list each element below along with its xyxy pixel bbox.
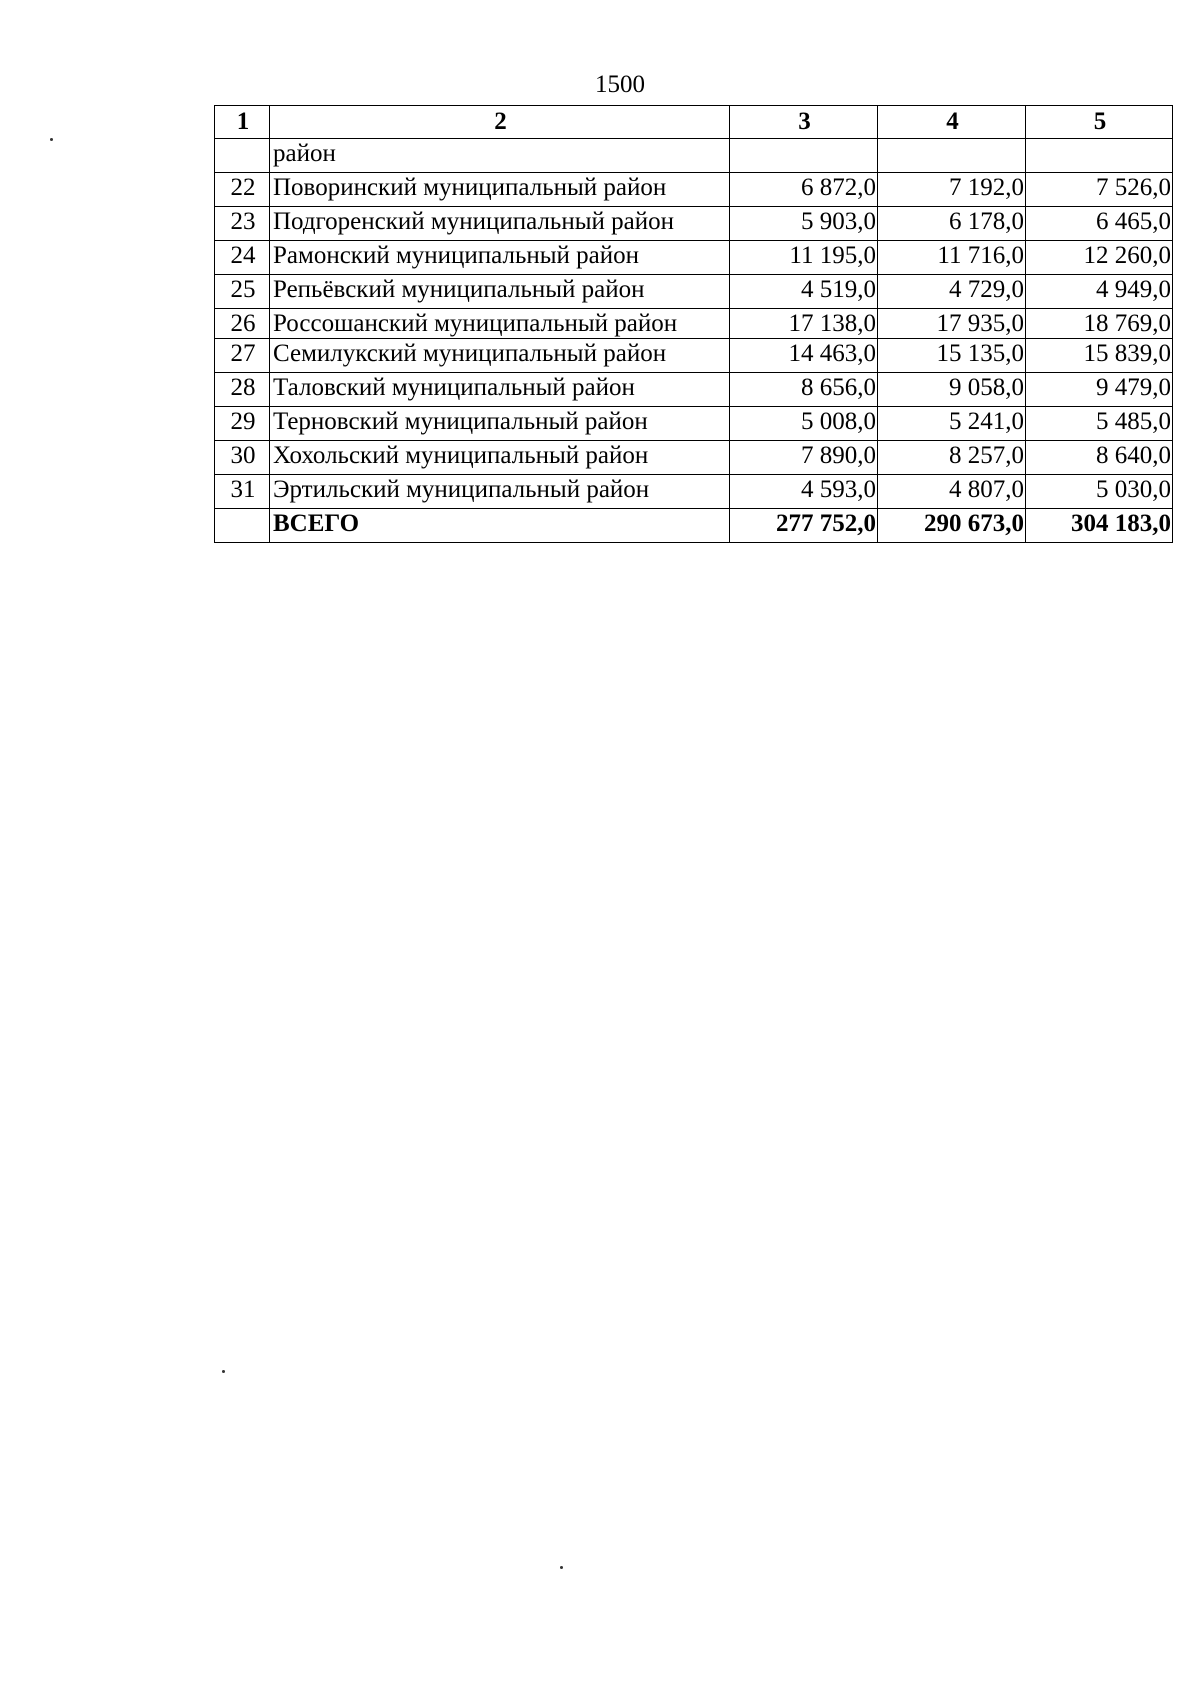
value-col-3: 17 138,0 — [730, 309, 878, 339]
row-number: 23 — [215, 207, 270, 241]
row-number — [215, 139, 270, 173]
table-row — [215, 173, 1173, 207]
district-name: Терновский муниципальный район — [270, 407, 730, 441]
value-col-3: 8 656,0 — [730, 373, 878, 407]
value-col-3: 11 195,0 — [730, 241, 878, 275]
district-name: Подгоренский муниципальный район — [270, 207, 730, 241]
total-col-5: 304 183,0 — [1026, 509, 1173, 543]
value-col-5: 8 640,0 — [1026, 441, 1173, 475]
budget-table — [214, 105, 1173, 543]
row-number: 26 — [215, 309, 270, 339]
row-number: 22 — [215, 173, 270, 207]
value-col-3: 4 593,0 — [730, 475, 878, 509]
district-name: Эртильский муниципальный район — [270, 475, 730, 509]
value-col-3: 5 008,0 — [730, 407, 878, 441]
district-name: Поворинский муниципальный район — [270, 173, 730, 207]
row-number — [215, 509, 270, 543]
page-number: 1500 — [595, 71, 645, 98]
value-col-3: 4 519,0 — [730, 275, 878, 309]
table-row — [215, 339, 1173, 373]
value-col-5: 9 479,0 — [1026, 373, 1173, 407]
value-col-5: 18 769,0 — [1026, 309, 1173, 339]
table-row — [215, 373, 1173, 407]
value-col-5: 7 526,0 — [1026, 173, 1173, 207]
district-name: Россошанский муниципальный район — [270, 309, 730, 339]
value-col-3: 14 463,0 — [730, 339, 878, 373]
table-row — [215, 309, 1173, 339]
total-label: ВСЕГО — [270, 509, 730, 543]
district-name: Семилукский муниципальный район — [270, 339, 730, 373]
district-name: Хохольский муниципальный район — [270, 441, 730, 475]
total-col-4: 290 673,0 — [878, 509, 1026, 543]
table-row — [215, 407, 1173, 441]
district-name: Таловский муниципальный район — [270, 373, 730, 407]
value-col-4: 6 178,0 — [878, 207, 1026, 241]
value-col-4: 4 729,0 — [878, 275, 1026, 309]
district-name: Рамонский муниципальный район — [270, 241, 730, 275]
scan-speck — [222, 1370, 225, 1373]
value-col-5: 5 485,0 — [1026, 407, 1173, 441]
header-col-3: 3 — [730, 106, 878, 139]
continuation-row — [215, 139, 1173, 173]
value-col-4: 8 257,0 — [878, 441, 1026, 475]
header-row — [215, 106, 1173, 139]
scan-speck — [560, 1566, 563, 1569]
value-col-5: 15 839,0 — [1026, 339, 1173, 373]
header-col-4: 4 — [878, 106, 1026, 139]
table-row — [215, 275, 1173, 309]
value-col-5: 6 465,0 — [1026, 207, 1173, 241]
value-col-4: 15 135,0 — [878, 339, 1026, 373]
header-col-1: 1 — [215, 106, 270, 139]
value-col-3: 7 890,0 — [730, 441, 878, 475]
row-number: 30 — [215, 441, 270, 475]
value-col-3: 5 903,0 — [730, 207, 878, 241]
value-col-5 — [1026, 139, 1173, 173]
value-col-4: 9 058,0 — [878, 373, 1026, 407]
value-col-4: 7 192,0 — [878, 173, 1026, 207]
value-col-4: 17 935,0 — [878, 309, 1026, 339]
row-number: 24 — [215, 241, 270, 275]
value-col-4 — [878, 139, 1026, 173]
value-col-4: 5 241,0 — [878, 407, 1026, 441]
value-col-5: 12 260,0 — [1026, 241, 1173, 275]
value-col-5: 5 030,0 — [1026, 475, 1173, 509]
total-col-3: 277 752,0 — [730, 509, 878, 543]
table-row — [215, 241, 1173, 275]
row-number: 31 — [215, 475, 270, 509]
district-name: Репьёвский муниципальный район — [270, 275, 730, 309]
district-name: район — [270, 139, 730, 173]
value-col-4: 11 716,0 — [878, 241, 1026, 275]
value-col-3: 6 872,0 — [730, 173, 878, 207]
value-col-3 — [730, 139, 878, 173]
row-number: 28 — [215, 373, 270, 407]
table-row — [215, 475, 1173, 509]
row-number: 29 — [215, 407, 270, 441]
table-row — [215, 441, 1173, 475]
header-col-2: 2 — [270, 106, 730, 139]
header-col-5: 5 — [1026, 106, 1173, 139]
scan-speck — [50, 138, 53, 141]
row-number: 25 — [215, 275, 270, 309]
table-row — [215, 207, 1173, 241]
total-row — [215, 509, 1173, 543]
value-col-4: 4 807,0 — [878, 475, 1026, 509]
value-col-5: 4 949,0 — [1026, 275, 1173, 309]
row-number: 27 — [215, 339, 270, 373]
